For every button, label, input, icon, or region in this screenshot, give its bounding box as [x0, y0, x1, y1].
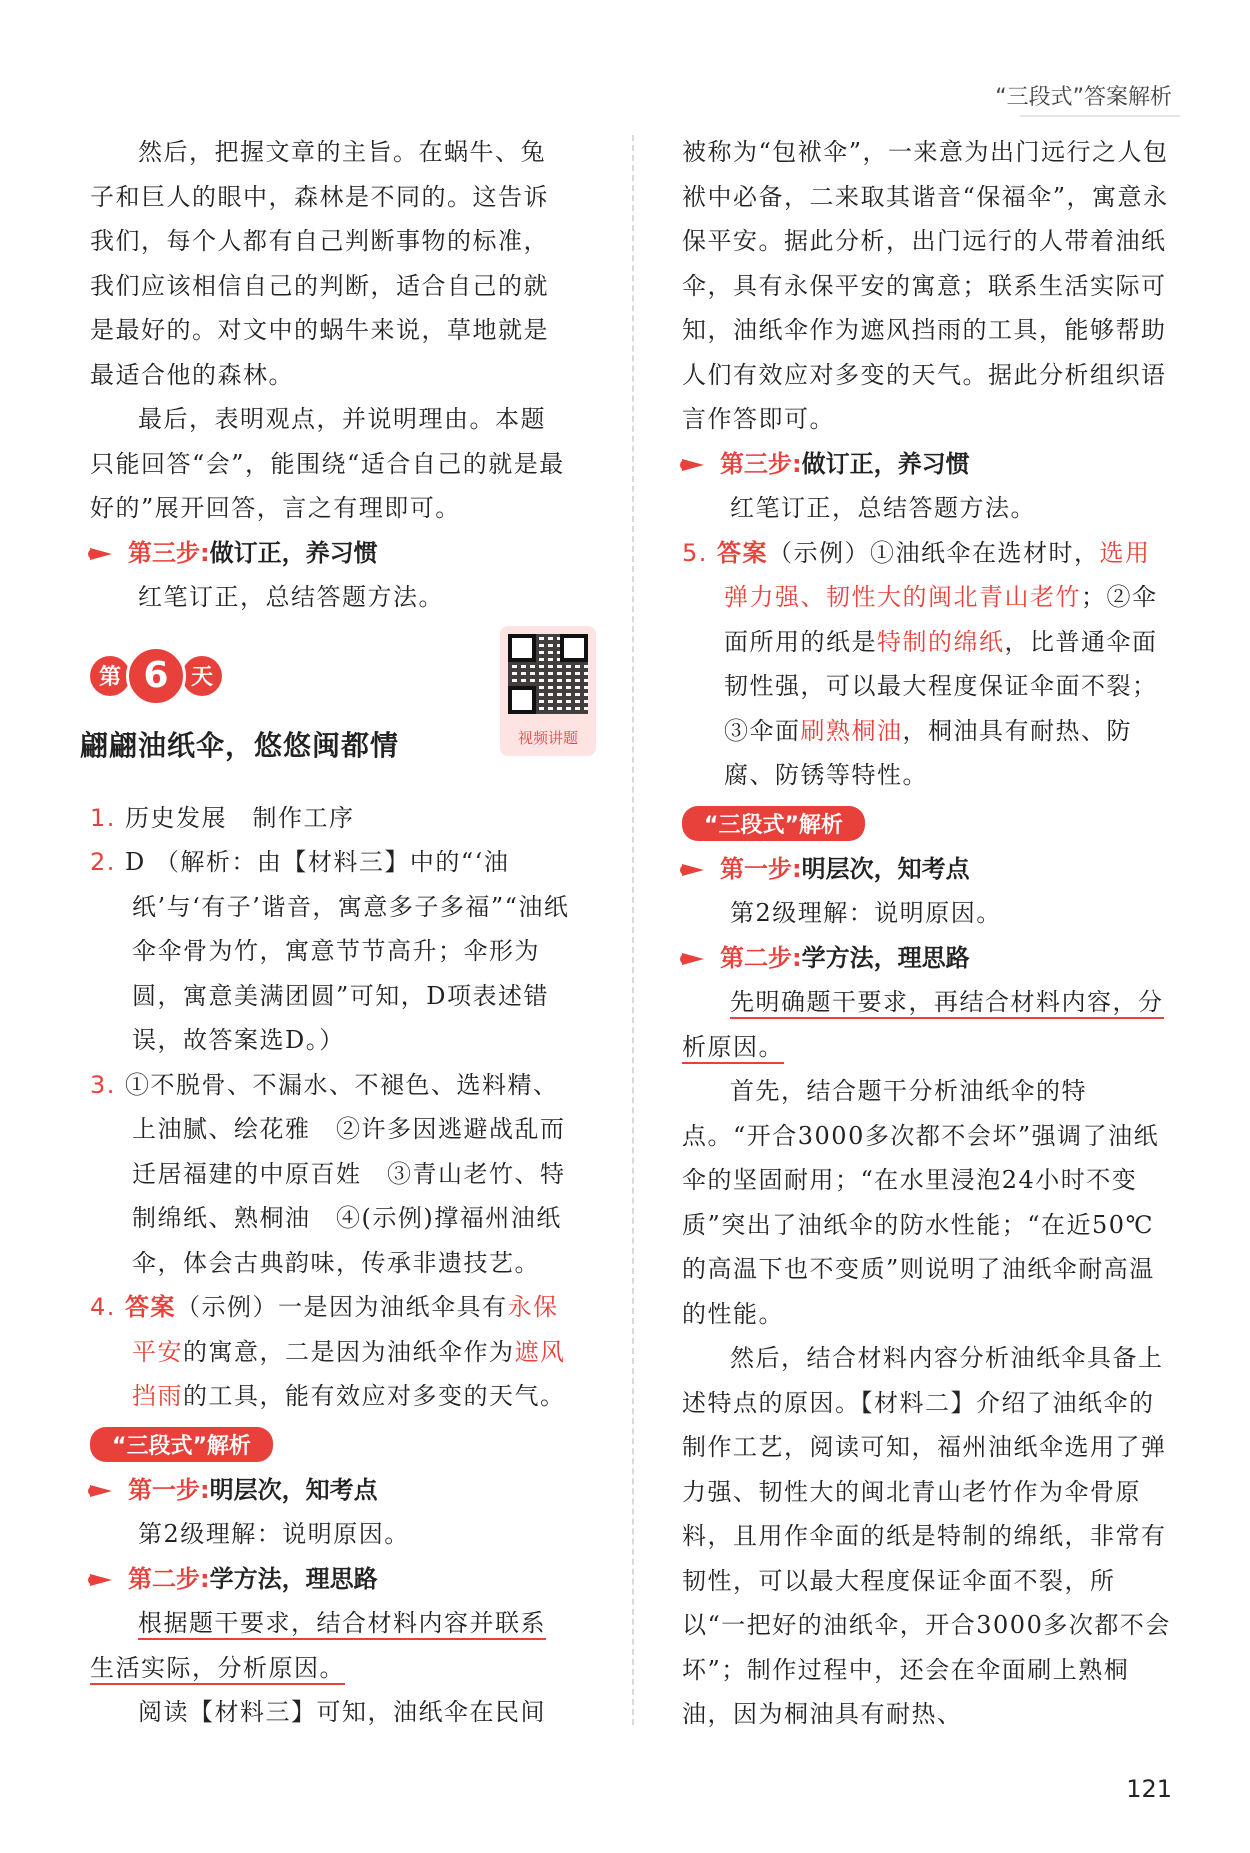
step-desc: 明层次，知考点 — [209, 1475, 378, 1504]
question-number: 3. — [90, 1070, 116, 1099]
day-badge — [90, 646, 570, 706]
step-three-heading — [682, 442, 1172, 487]
step-one-text: 第2级理解：说明原因。 — [730, 899, 1002, 927]
step-one-heading — [682, 847, 1172, 892]
step-two-heading — [682, 936, 1172, 981]
question-1 — [90, 796, 570, 841]
answer-label: 答案 — [125, 1293, 177, 1321]
right-paragraph-1: 被称为“包袱伞”，一来意为出门远行之人包袱中必备，二来取其谐音“保福伞”，寓意永保平安。据此分析，出门远行的人带着油纸伞，具有永保平安的寓意；联系生活实际可知，油纸伞作为遮风挡雨的工具，能够帮助人们有效应对多变的天气。据此分析组织语言作答即可。 — [682, 138, 1169, 433]
right-column — [682, 130, 1172, 1737]
answer-text: （示例）一是因为油纸伞具有 — [176, 1293, 508, 1321]
lesson-title: 翩翩油纸伞，悠悠闽都情 — [80, 728, 400, 762]
step-number: 第二步: — [720, 943, 802, 972]
step-number: 第一步: — [720, 854, 802, 883]
arrow-icon — [90, 548, 112, 560]
key-phrase: 遮风挡雨 — [132, 1337, 566, 1410]
underlined-method: 先明确题干要求，再结合材料内容，分析原因。 — [682, 988, 1164, 1064]
day-section-header — [80, 646, 578, 796]
question-2-answer: D （解析：由【材料三】中的“‘油纸’与‘有子’谐音，寓意多子多福”“油纸伞伞骨为竹，寓意节节高升；伞形为圆，寓意美满团圆”可知，D项表述错误，故答案选D。） — [125, 848, 570, 1054]
arrow-icon — [90, 1485, 112, 1497]
analysis-badge: “三段式”解析 — [90, 1427, 273, 1462]
step-two-heading — [90, 1557, 570, 1602]
reading-text: 阅读【材料三】可知，油纸伞在民间 — [138, 1698, 546, 1726]
arrow-icon — [682, 864, 704, 876]
answer-text: ，桐油具有耐热、防腐、防锈等特性。 — [724, 716, 1132, 789]
step-two-text — [682, 980, 1172, 1069]
question-number: 4. — [90, 1293, 116, 1321]
day-prefix: 第 — [90, 656, 130, 696]
step-one-heading — [90, 1468, 570, 1513]
step-desc: 学方法，理思路 — [209, 1564, 378, 1593]
video-qr-code[interactable] — [500, 626, 596, 756]
step-desc: 明层次，知考点 — [801, 854, 970, 883]
step-three-text: 红笔订正，总结答题方法。 — [138, 583, 444, 611]
arrow-icon — [682, 459, 704, 471]
question-3 — [90, 1063, 570, 1286]
right-paragraph-3: 然后，结合材料内容分析油纸伞具备上述特点的原因。【材料二】介绍了油纸伞的制作工艺，阅读可知，福州油纸伞选用了弹力强、韧性大的闽北青山老竹作为伞骨原料，且用作伞面的纸是特制的绵纸，非常有韧性，可以最大程度保证伞面不裂，所以“一把好的油纸伞，开合3000多次都不会坏”；制作过程中，还会在伞面刷上熟桐油，因为桐油具有耐热、 — [682, 1344, 1171, 1728]
answer-text: 的工具，能有效应对多变的天气。 — [183, 1382, 566, 1410]
header-divider — [1020, 115, 1180, 117]
column-divider — [632, 135, 634, 1725]
underlined-method: 根据题干要求，结合材料内容并联系生活实际，分析原因。 — [90, 1609, 546, 1685]
answer-text: ，比普通伞面韧性强，可以最大程度保证伞面不裂；③伞面 — [724, 627, 1158, 745]
step-number: 第一步: — [128, 1475, 210, 1504]
question-number: 1. — [90, 803, 116, 832]
question-number: 5. — [682, 538, 708, 567]
qr-label: 视频讲题 — [517, 728, 578, 747]
question-3-answer: ①不脱骨、不漏水、不褪色、选料精、上油腻、绘花雅 ②许多因逃避战乱而迁居福建的中原百姓 ③青山老竹、特制绵纸、熟桐油 ④(示例)撑福州油纸伞，体会古典韵味，传承非遗技艺。 — [125, 1070, 566, 1277]
left-column — [80, 130, 578, 1735]
step-three-text: 红笔订正，总结答题方法。 — [730, 494, 1036, 522]
answer-label: 答案 — [717, 538, 769, 567]
intro-paragraph-1: 然后，把握文章的主旨。在蜗牛、兔子和巨人的眼中，森林是不同的。这告诉我们，每个人都有自己判断事物的标准，我们应该相信自己的判断，适合自己的就是最好的。对文中的蜗牛来说，草地就是最适合他的森林。 — [90, 138, 549, 389]
step-two-text — [90, 1601, 570, 1690]
page-number: 121 — [1126, 1775, 1172, 1803]
question-1-answer: 历史发展 制作工序 — [125, 803, 355, 832]
step-number: 第二步: — [128, 1564, 210, 1593]
right-paragraph-2: 首先，结合题干分析油纸伞的特点。“开合3000多次都不会坏”强调了油纸伞的坚固耐用；“在水里浸泡24小时不变质”突出了油纸伞的防水性能；“在近50℃的高温下也不变质”则说明了油纸伞耐高温的性能。 — [682, 1077, 1160, 1328]
day-number: 6 — [126, 646, 186, 706]
arrow-icon — [90, 1574, 112, 1586]
answer-text: ；②伞面所用的纸是 — [724, 583, 1158, 656]
step-number: 第三步: — [128, 538, 210, 567]
answer-text: （示例）①油纸伞在选材时， — [768, 538, 1100, 567]
intro-paragraph-2: 最后，表明观点，并说明理由。本题只能回答“会”，能围绕“适合自己的就是最好的”展开回答，言之有理即可。 — [90, 405, 565, 522]
step-desc: 学方法，理思路 — [801, 943, 970, 972]
key-phrase: 特制的绵纸 — [877, 627, 1005, 656]
answer-text: 的寓意，二是因为油纸伞作为 — [183, 1337, 515, 1366]
step-three-heading — [90, 531, 570, 576]
key-phrase: 永保平安 — [132, 1293, 559, 1366]
analysis-badge: “三段式”解析 — [682, 806, 865, 841]
question-number: 2. — [90, 848, 116, 876]
step-one-text: 第2级理解：说明原因。 — [138, 1520, 410, 1548]
key-phrase: 刷熟桐油 — [800, 716, 903, 745]
question-2 — [90, 840, 570, 1063]
question-5 — [682, 531, 1172, 798]
step-number: 第三步: — [720, 449, 802, 478]
step-desc: 做订正，养习惯 — [801, 449, 970, 478]
day-suffix: 天 — [182, 656, 222, 696]
question-4 — [90, 1285, 570, 1419]
header-title: “三段式”答案解析 — [995, 85, 1172, 110]
step-desc: 做订正，养习惯 — [209, 538, 378, 567]
key-phrase: 选用弹力强、韧性大的闽北青山老竹 — [724, 538, 1151, 611]
arrow-icon — [682, 953, 704, 965]
